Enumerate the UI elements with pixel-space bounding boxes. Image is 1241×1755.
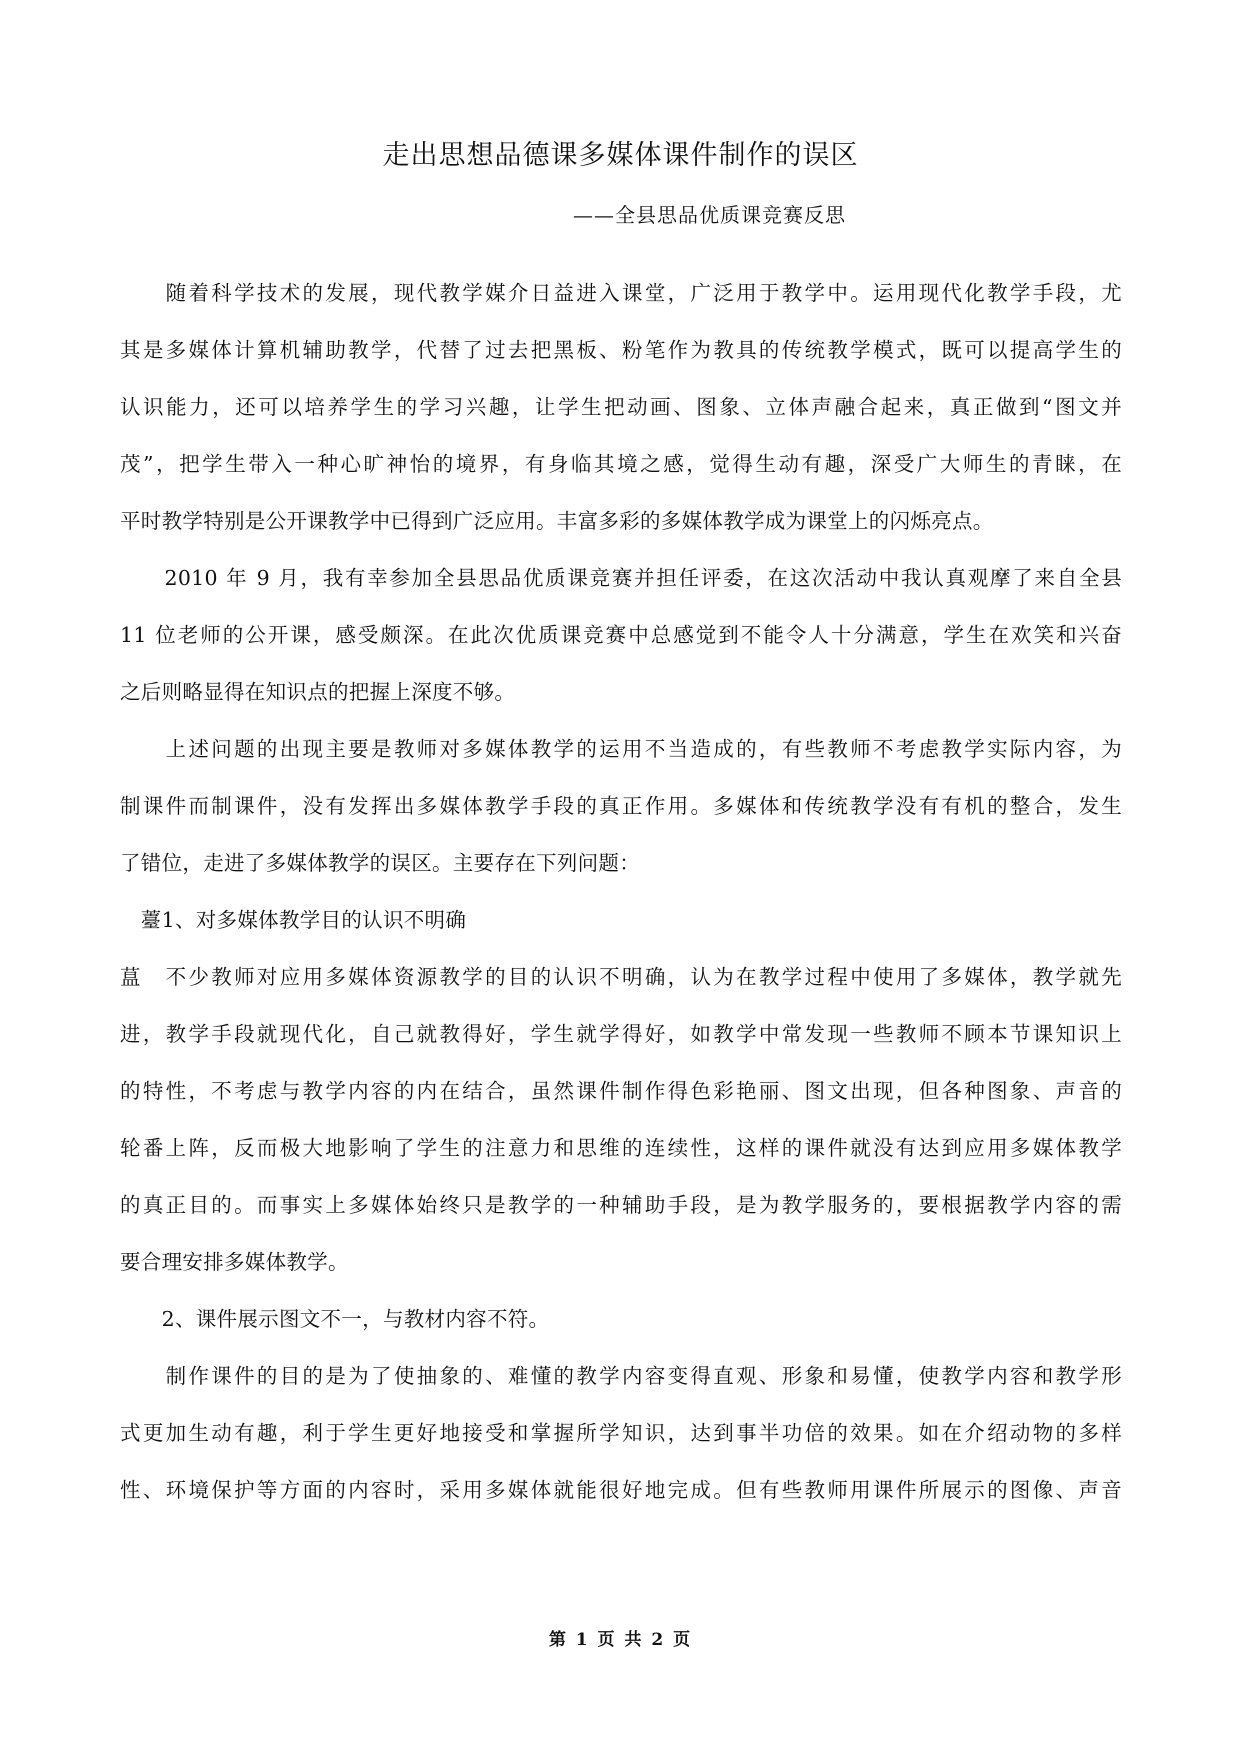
body-line: 11 位老师的公开课，感受颇深。在此次优质课竞赛中总感觉到不能令人十分满意，学生在欢笑和兴奋	[120, 623, 1122, 647]
body-line: 制课件而制课件，没有发挥出多媒体教学手段的真正作用。多媒体和传统教学没有有机的整合，发生	[120, 794, 1122, 818]
body-line: 认识能力，还可以培养学生的学习兴趣，让学生把动画、图象、立体声融合起来，真正做到“图文并	[120, 395, 1122, 419]
body-line: 性、环境保护等方面的内容时，采用多媒体就能很好地完成。但有些教师用课件所展示的图像、声音	[120, 1478, 1122, 1502]
body-line: 进，教学手段就现代化，自己就教得好，学生就学得好，如教学中常发现一些教师不顾本节课知识上	[120, 1022, 1122, 1046]
body-line: 茂”，把学生带入一种心旷神怡的境界，有身临其境之感，觉得生动有趣，深受广大师生的青睐，在	[120, 452, 1122, 476]
page-number-footer: 第 1 页 共 2 页	[548, 1630, 693, 1650]
body-line: 其是多媒体计算机辅助教学，代替了过去把黑板、粉笔作为教具的传统教学模式，既可以提高学生的	[120, 338, 1122, 362]
body-line: 平时教学特别是公开课教学中已得到广泛应用。丰富多彩的多媒体教学成为课堂上的闪烁亮点。	[120, 509, 994, 533]
body-line: 2010 年 9 月，我有幸参加全县思品优质课竞赛并担任评委，在这次活动中我认真观摩了来自全县	[120, 566, 1122, 590]
body-line: 蒀 不少教师对应用多媒体资源教学的目的认识不明确，认为在教学过程中使用了多媒体，教学就先	[120, 965, 1122, 989]
body-line: 的真正目的。而事实上多媒体始终只是教学的一种辅助手段，是为教学服务的，要根据教学内容的需	[120, 1193, 1122, 1217]
document-title: 走出思想品德课多媒体课件制作的误区	[382, 140, 859, 171]
body-line: 的特性，不考虑与教学内容的内在结合，虽然课件制作得色彩艳丽、图文出现，但各种图象、声音的	[120, 1079, 1122, 1103]
body-line: 了错位，走进了多媒体教学的误区。主要存在下列问题：	[120, 851, 640, 875]
body-line: 之后则略显得在知识点的把握上深度不够。	[120, 680, 516, 704]
document-body	[120, 280, 1122, 1534]
body-line: 制作课件的目的是为了使抽象的、难懂的教学内容变得直观、形象和易懂，使教学内容和教学形	[120, 1364, 1122, 1388]
body-line: 随着科学技术的发展，现代教学媒介日益进入课堂，广泛用于教学中。运用现代化教学手段，尤	[120, 281, 1122, 305]
body-line: 要合理安排多媒体教学。	[120, 1250, 349, 1274]
body-line: 式更加生动有趣，利于学生更好地接受和掌握所学知识，达到事半功倍的效果。如在介绍动物的多样	[120, 1421, 1122, 1445]
document-subtitle: ——全县思品优质课竞赛反思	[573, 203, 846, 227]
body-line: 轮番上阵，反而极大地影响了学生的注意力和思维的连续性，这样的课件就没有达到应用多媒体教学	[120, 1136, 1122, 1160]
section-heading: 2、课件展示图文不一，与教材内容不符。	[120, 1307, 550, 1331]
section-heading: 薹1、对多媒体教学目的认识不明确	[120, 908, 467, 932]
body-line: 上述问题的出现主要是教师对多媒体教学的运用不当造成的，有些教师不考虑教学实际内容，为	[120, 737, 1122, 761]
